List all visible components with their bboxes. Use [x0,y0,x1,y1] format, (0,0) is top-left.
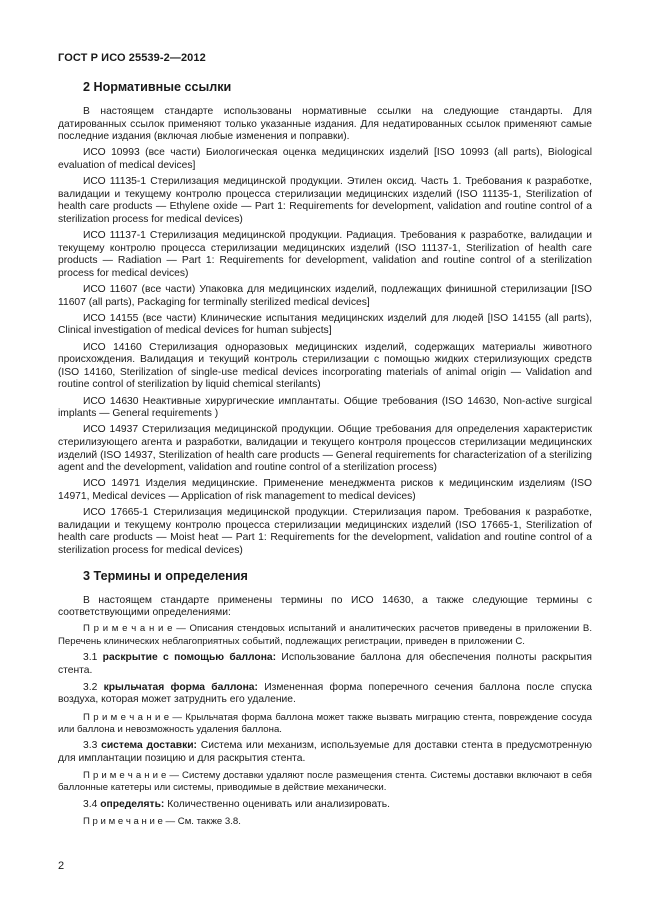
note-1 [58,623,592,647]
term-number: 3.1 [83,652,98,664]
term-definition: Использование баллона для обеспечения полноты раскрытия стента. [58,652,592,676]
section-3-title: 3 Термины и определения [83,568,248,583]
note-text: Систему доставки удаляют после размещения стента. Системы доставки включают в себя баллонные катетеры или системы, приводимые в действие механически. [58,770,592,794]
section-2-intro: В настоящем стандарте использованы нормативные ссылки на следующие стандарты. Для датированных ссылок применяют только указанные издания. Для недатированных ссылок применяют самые последние издания (включая любые изменения и поправки). [58,106,592,143]
term-word: система доставки: [101,740,197,752]
note-label: П р и м е ч а н и е — [83,711,183,723]
ref-iso-14160: ИСО 14160 Стерилизация одноразовых медицинских изделий, содержащих материалы животного происхождения. Валидация и текущий контроль стерилизации с помощью жидких стерилизующих средств (ISO 14160, Sterilization of single-use medical devices incorporating materials of animal origin — Validation and routine control of sterilization by liquid chemical sterilants) [58,341,592,391]
ref-iso-14630: ИСО 14630 Неактивные хирургические имплантаты. Общие требования (ISO 14630, Non-active surgical implants — General requirements ) [58,395,592,420]
section-2-title: 2 Нормативные ссылки [83,80,232,94]
ref-iso-14155: ИСО 14155 (все части) Клинические испытания медицинских изделий для людей [ISO 14155 (all parts), Clinical investigation of medical devices for human subjects] [58,312,592,337]
term-number: 3.3 [83,740,98,752]
term-definition: Измененная форма поперечного сечения баллона после спуска воздуха, которая может затруднить его удаление. [58,681,592,706]
ref-iso-11137-1: ИСО 11137-1 Стерилизация медицинской продукции. Радиация. Требования к разработке, валидации и текущему контролю процесса стерилизации медицинских изделий (ISO 11137-1, Sterilization of health care products — Radiation — Part 1: Requirements for development, validation and routine control of a sterilization process for medical devices) [58,230,592,279]
term-word: раскрытие с помощью баллона: [102,652,277,664]
ref-iso-14971: ИСО 14971 Изделия медицинские. Применение менеджмента рисков к медицинским изделиям (ISO 14971, Medical devices — Application of risk management to medical devices) [58,478,592,502]
term-definition: Количественно оценивать или анализировать. [167,799,390,811]
note-4 [58,816,592,828]
term-3-3 [58,740,592,765]
term-word: определять: [100,799,165,811]
note-2 [58,712,592,736]
ref-iso-17665-1: ИСО 17665-1 Стерилизация медицинской продукции. Стерилизация паром. Требования к разработке, валидации и текущему контролю процесса стерилизации медицинских изделий (ISO 17665-1, Sterilization of health care products — Moist heat — Part 1: Requirements for the development, validation and routine control of a sterilization process for medical devices) [58,507,592,556]
note-label: П р и м е ч а н и е — [83,623,186,635]
term-number: 3.2 [83,681,98,693]
ref-iso-14937: ИСО 14937 Стерилизация медицинской продукции. Общие требования для определения характеристик стерилизующего агента и разработки, валидации и текущего контроля процессов стерилизации медицинских изделий (ISO 14937, Sterilization of health care products — General requirements for characterization of a sterilizing agent and the development, validation and routine control of a sterilization process) [58,424,592,474]
term-3-4 [58,799,592,812]
term-3-2 [58,682,592,707]
note-text: Описания стендовых испытаний и аналитических расчетов приведены в приложении В. Перечень клинических неблагоприятных событий, подлежащих регистрации, приведен в приложении С. [58,623,592,647]
term-3-1 [58,652,592,677]
note-label: П р и м е ч а н и е — [83,816,176,828]
term-number: 3.4 [83,799,98,811]
page-number: 2 [58,860,65,872]
term-word: крыльчатая форма баллона: [103,681,258,693]
ref-iso-11135-1: ИСО 11135-1 Стерилизация медицинской продукции. Этилен оксид. Часть 1. Требования к разработке, валидации и текущему контролю процесса стерилизации медицинских изделий (ISO 11135-1, Sterilization of health care products — Ethylene oxide — Part 1: Requirements for development, validation and routine control of a sterilization process for medical devices) [58,176,592,225]
note-label: П р и м е ч а н и е — [83,770,179,782]
ref-iso-10993: ИСО 10993 (все части) Биологическая оценка медицинских изделий [ISO 10993 (all parts), Biological evaluation of medical devices] [58,147,592,171]
note-3 [58,770,592,794]
page-content [58,80,592,833]
ref-iso-11607: ИСО 11607 (все части) Упаковка для медицинских изделий, подлежащих финишной стерилизации [ISO 11607 (all parts), Packaging for terminally sterilized medical devices] [58,284,592,308]
section-3-intro: В настоящем стандарте применены термины по ИСО 14630, а также следующие термины с соответствующими определениями: [58,594,592,619]
note-text: Крыльчатая форма баллона может также вызвать миграцию стента, повреждение сосуда или баллона и невозможность удаления баллона. [58,711,592,735]
term-definition: Система или механизм, используемые для доставки стента в предусмотренную для имплантации позицию и для раскрытия стента. [58,740,592,765]
document-header: ГОСТ Р ИСО 25539-2—2012 [58,52,206,64]
note-text: См. также 3.8. [177,816,241,828]
